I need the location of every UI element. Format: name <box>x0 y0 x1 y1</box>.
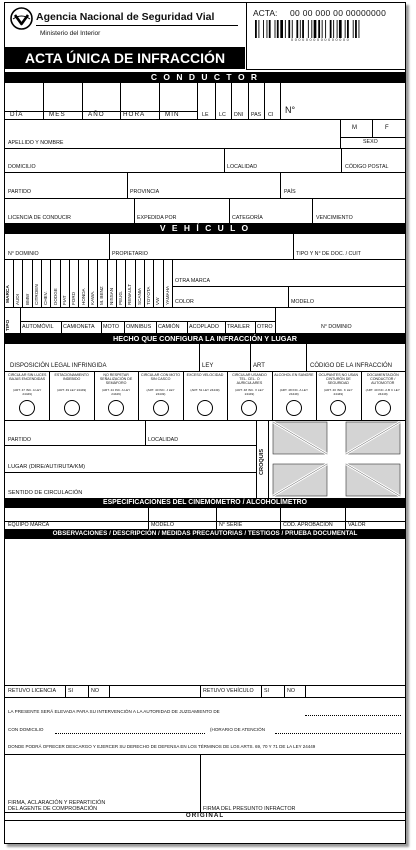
doc-type-lc[interactable]: LC <box>219 112 226 118</box>
brand-option[interactable]: BMW <box>24 293 30 305</box>
barcode-bar <box>359 20 360 38</box>
plate-field[interactable]: N° DOMINIO <box>8 251 39 257</box>
barcode-bar <box>300 20 301 38</box>
infraction-reference: (ART. 40 INC. J LEY 24449) <box>146 388 175 396</box>
infraction-checkbox[interactable] <box>330 400 346 416</box>
doc-number-symbol: N° <box>285 105 296 115</box>
district-field[interactable]: PARTIDO <box>8 189 32 195</box>
category-field[interactable]: CATEGORÍA <box>232 215 263 221</box>
traffic-direction-field[interactable]: SENTIDO DE CIRCULACIÓN <box>8 490 83 496</box>
vehicle-type-option[interactable]: CAMIÓN <box>158 324 180 330</box>
vehicle-type-option[interactable]: MOTO <box>103 324 120 330</box>
full-name-field[interactable]: APELLIDO Y NOMBRE <box>8 140 64 146</box>
legal-disposition-field[interactable]: DISPOSICIÓN LEGAL INFRINGIDA <box>10 363 107 369</box>
infraction-reference: (ART. 40 INC. A B C LEY 24449) <box>365 388 400 396</box>
brand-option[interactable]: FORD <box>71 291 77 305</box>
offense-locality-field[interactable]: LOCALIDAD <box>148 437 179 443</box>
issued-by-field[interactable]: EXPEDIDA POR <box>137 215 177 221</box>
agency-logo-icon <box>10 7 33 30</box>
vehicle-retained-label: RETUVO VEHÍCULO <box>203 688 254 694</box>
infraction-name: NO RESPETAR SEÑALIZACIÓN DE SEMÁFORO <box>99 373 133 385</box>
barcode-bar <box>308 20 309 38</box>
vehicle-type-option[interactable]: TRAILER <box>227 324 250 330</box>
license-retained-yes[interactable]: SI <box>68 688 74 694</box>
vehicle-type-option[interactable]: CAMIONETA <box>63 324 95 330</box>
measured-value-field[interactable]: VALOR <box>348 522 366 528</box>
brand-option[interactable]: SCANIA <box>136 287 142 305</box>
expiry-field[interactable]: VENCIMIENTO <box>316 215 353 221</box>
infraction-checkbox[interactable] <box>241 400 257 416</box>
country-field[interactable]: PAÍS <box>284 189 296 195</box>
barcode-bar <box>322 20 323 38</box>
infraction-name: CIRCULAR CON MOTO SIN CASCO <box>141 373 181 381</box>
equipment-serial-field[interactable]: N° SERIE <box>219 522 243 528</box>
vehicle-type-label: TIPO <box>6 319 11 331</box>
barcode-bar <box>288 20 290 38</box>
infraction-form <box>4 2 406 844</box>
postal-code-field[interactable]: CÓDIGO POSTAL <box>345 164 389 170</box>
sex-female-option[interactable]: F <box>385 125 389 131</box>
barcode-bar <box>337 20 338 38</box>
other-brand-field[interactable]: OTRA MARCA <box>175 278 211 284</box>
doc-type-pas[interactable]: PAS <box>251 112 262 118</box>
date-month-label: MES <box>49 111 66 118</box>
brand-option[interactable]: CHEV. <box>43 291 49 305</box>
authority-notice: LA PRESENTE SERÁ ELEVADA PARA SU INTERVENCIÓN A LA AUTORIDAD DE JUZGAMIENTO DE <box>8 709 220 714</box>
locality-field[interactable]: LOCALIDAD <box>227 164 258 170</box>
acta-number: 00 00 000 00 00000000 <box>290 8 387 18</box>
license-retained-label: RETUVO LICENCIA <box>8 688 56 694</box>
infraction-reference: (ART. 47 INC. A LEY 24449) <box>13 388 42 396</box>
barcode-bar <box>277 20 279 38</box>
brand-option[interactable]: PEUG. <box>118 290 124 305</box>
barcode-bar <box>345 20 346 38</box>
barcode-bar <box>275 20 276 38</box>
brand-option[interactable]: KAWA. <box>90 290 95 305</box>
conductor-section-title: C O N D U C T O R <box>5 72 405 83</box>
copy-label: ORIGINAL <box>185 812 225 819</box>
date-day-label: DÍA <box>10 111 24 118</box>
infraction-checkbox[interactable] <box>197 400 213 416</box>
barcode-bar <box>325 20 326 38</box>
infraction-checkbox[interactable] <box>19 400 35 416</box>
intersection-sketch[interactable] <box>268 420 405 503</box>
barcode-bar <box>355 20 357 38</box>
infraction-reference: (ART. 51 LEY 24449) <box>190 388 220 392</box>
ministry-name: Ministerio del Interior <box>40 30 101 37</box>
brand-option[interactable]: HONDA <box>80 288 86 305</box>
barcode-bar <box>314 20 317 38</box>
equipment-brand-field[interactable]: EQUIPO MARCA <box>8 522 50 528</box>
license-number-field[interactable]: LICENCIA DE CONDUCIR <box>8 215 71 221</box>
infraction-checkbox[interactable] <box>153 400 169 416</box>
equipment-model-field[interactable]: MODELO <box>151 522 174 528</box>
barcode-bar <box>353 20 354 38</box>
doc-type-le[interactable]: LE <box>202 112 209 118</box>
brand-option[interactable]: AUDI <box>15 294 21 305</box>
infraction-checkbox[interactable] <box>64 400 80 416</box>
vehicle-retained-no[interactable]: NO <box>287 688 295 694</box>
observations-section-title: OBSERVACIONES / DESCRIPCIÓN / MEDIDAS PRECAUTORIAS / TESTIGOS / PRUEBA DOCUMENTAL <box>5 529 405 539</box>
approval-code-field[interactable]: COD. APROBACIÓN <box>283 522 333 528</box>
law-field[interactable]: LEY <box>202 363 214 369</box>
brand-option[interactable]: YAMAHA <box>164 285 170 305</box>
infraction-name: ESTACIONAMIENTO INDEBIDO <box>54 373 89 381</box>
brand-option[interactable]: FIAT <box>61 295 67 305</box>
infraction-name: OCUPANTES NO USAN CINTURÓN DE SEGURIDAD <box>318 373 359 385</box>
barcode-bar <box>285 20 286 38</box>
brand-option[interactable]: CITROEN <box>33 284 39 305</box>
form-title: ACTA ÚNICA DE INFRACCIÓN <box>5 47 245 69</box>
observations-area[interactable] <box>5 539 405 685</box>
barcode-bar <box>347 20 349 38</box>
province-field[interactable]: PROVINCIA <box>130 189 160 195</box>
infraction-checkbox[interactable] <box>108 400 124 416</box>
barcode-bar <box>263 20 264 38</box>
infraction-name: CIRCULAR USANDO TEL. CEL. O AURICULARES <box>232 373 267 385</box>
infraction-name: EXCESO VELOCIDAD <box>186 373 224 377</box>
vehicle-section-title: V E H Í C U L O <box>5 223 405 234</box>
office-hours-field[interactable]: (HORARIO DE ATENCIÓN <box>210 727 266 732</box>
acta-label: ACTA: <box>253 8 278 18</box>
brand-label: MARCA <box>6 285 11 303</box>
barcode-bar <box>280 20 283 38</box>
article-field[interactable]: ART <box>253 363 265 369</box>
barcode-digits: 0000000000000000 <box>291 38 351 42</box>
barcode-bar <box>267 20 268 38</box>
infraction-reference: (ART. 48 INC. X LEY 24449) <box>235 388 264 396</box>
license-retained-no[interactable]: NO <box>91 688 99 694</box>
plate-field-2[interactable]: N° DOMINIO <box>321 324 352 330</box>
offense-section-title: HECHO QUE CONFIGURA LA INFRACCIÓN Y LUGAR <box>5 333 405 344</box>
barcode-bar <box>258 20 259 38</box>
vehicle-retained-yes[interactable]: SI <box>264 688 270 694</box>
barcode-bar <box>296 20 298 38</box>
infraction-reference: (ART. 48 INC. A LEY 24449) <box>279 388 309 396</box>
time-minute-label: MIN <box>165 111 180 118</box>
offender-signature-field[interactable]: FIRMA DEL PRESUNTO INFRACTOR <box>203 806 296 812</box>
barcode-bar <box>292 20 293 38</box>
barcode-bar <box>318 20 320 38</box>
authority-address-field[interactable]: CON DOMICILIO <box>8 727 44 732</box>
agent-signature-line-1[interactable]: FIRMA, ACLARACIÓN Y REPARTICIÓN <box>8 800 106 806</box>
brand-option[interactable]: TOYOTA <box>146 286 152 305</box>
barcode <box>255 20 397 38</box>
offense-code-field[interactable]: CÓDIGO DE LA INFRACCIÓN <box>310 363 393 369</box>
agent-signature-line-2[interactable]: DEL AGENTE DE COMPROBACIÓN <box>8 806 98 812</box>
defense-rights-text: DONDE PODRÁ OFRECER DESCARGO Y EJERCER SU DERECHO DE DEFENSA EN LOS TÉRMINOS DE LOS ARTS. 69, 70 Y 71 DE LA LEY 24449 <box>8 744 316 749</box>
barcode-bar <box>311 20 312 38</box>
brand-option[interactable]: VW <box>155 297 161 305</box>
barcode-bar <box>255 20 257 38</box>
barcode-bar <box>302 20 304 38</box>
address-field[interactable]: DOMICILIO <box>8 164 36 170</box>
infraction-checkbox[interactable] <box>375 400 391 416</box>
speedometer-section-title: ESPECIFICACIONES DEL CINEMÓMETRO / ALCOHOLÍMETRO <box>5 498 405 508</box>
owner-doc-field[interactable]: TIPO Y N° DE DOC. / CUIT <box>296 251 361 257</box>
doc-type-dni[interactable]: DNI <box>234 112 244 118</box>
agency-name: Agencia Nacional de Seguridad Vial <box>36 11 215 23</box>
brand-option[interactable]: RENAULT <box>127 283 133 305</box>
infraction-name: ALCOHOL EN SANGRE <box>274 373 314 377</box>
barcode-bar <box>330 20 332 38</box>
infraction-checkbox[interactable] <box>286 400 302 416</box>
offense-district-field[interactable]: PARTIDO <box>8 437 32 443</box>
vehicle-type-option[interactable]: OMNIBUS <box>126 324 152 330</box>
sex-male-option[interactable]: M <box>352 125 357 131</box>
vehicle-type-option[interactable]: AUTOMÓVIL <box>22 324 54 330</box>
infraction-name: DOCUMENTACIÓN CONDUCTOR / AUTOMOTOR <box>366 373 399 385</box>
offense-place-field[interactable]: LUGAR (DIRE/AUT/RUTA/KM) <box>8 464 85 470</box>
doc-type-ci[interactable]: CI <box>268 112 274 118</box>
brand-option[interactable]: NISSAN <box>108 287 114 305</box>
vehicle-type-option[interactable]: OTRO <box>257 324 273 330</box>
sex-label: SEXO <box>363 139 378 145</box>
model-field[interactable]: MODELO <box>291 299 314 305</box>
sketch-label: CROQUIS <box>259 448 265 475</box>
time-hour-label: HORA <box>123 111 146 118</box>
brand-option[interactable]: M. BENZ <box>99 286 105 305</box>
date-year-label: AÑO <box>88 111 105 118</box>
owner-field[interactable]: PROPIETARIO <box>112 251 148 257</box>
brand-option[interactable]: DODGE <box>52 288 58 305</box>
infraction-name: CIRCULAR SIN LUCES BAJAS ENCENDIDAS <box>8 373 47 381</box>
infraction-reference: (ART. 40 INC. K LEY 24449) <box>324 388 353 396</box>
barcode-bar <box>333 20 334 38</box>
color-field[interactable]: COLOR <box>175 299 194 305</box>
infraction-reference: (ART. 44 INC. A LEY 24449) <box>101 388 131 396</box>
barcode-bar <box>339 20 342 38</box>
vehicle-type-option[interactable]: ACOPLADO <box>189 324 219 330</box>
infraction-reference: (ART. 49 LEY 24449) <box>57 388 87 392</box>
barcode-bar <box>269 20 271 38</box>
